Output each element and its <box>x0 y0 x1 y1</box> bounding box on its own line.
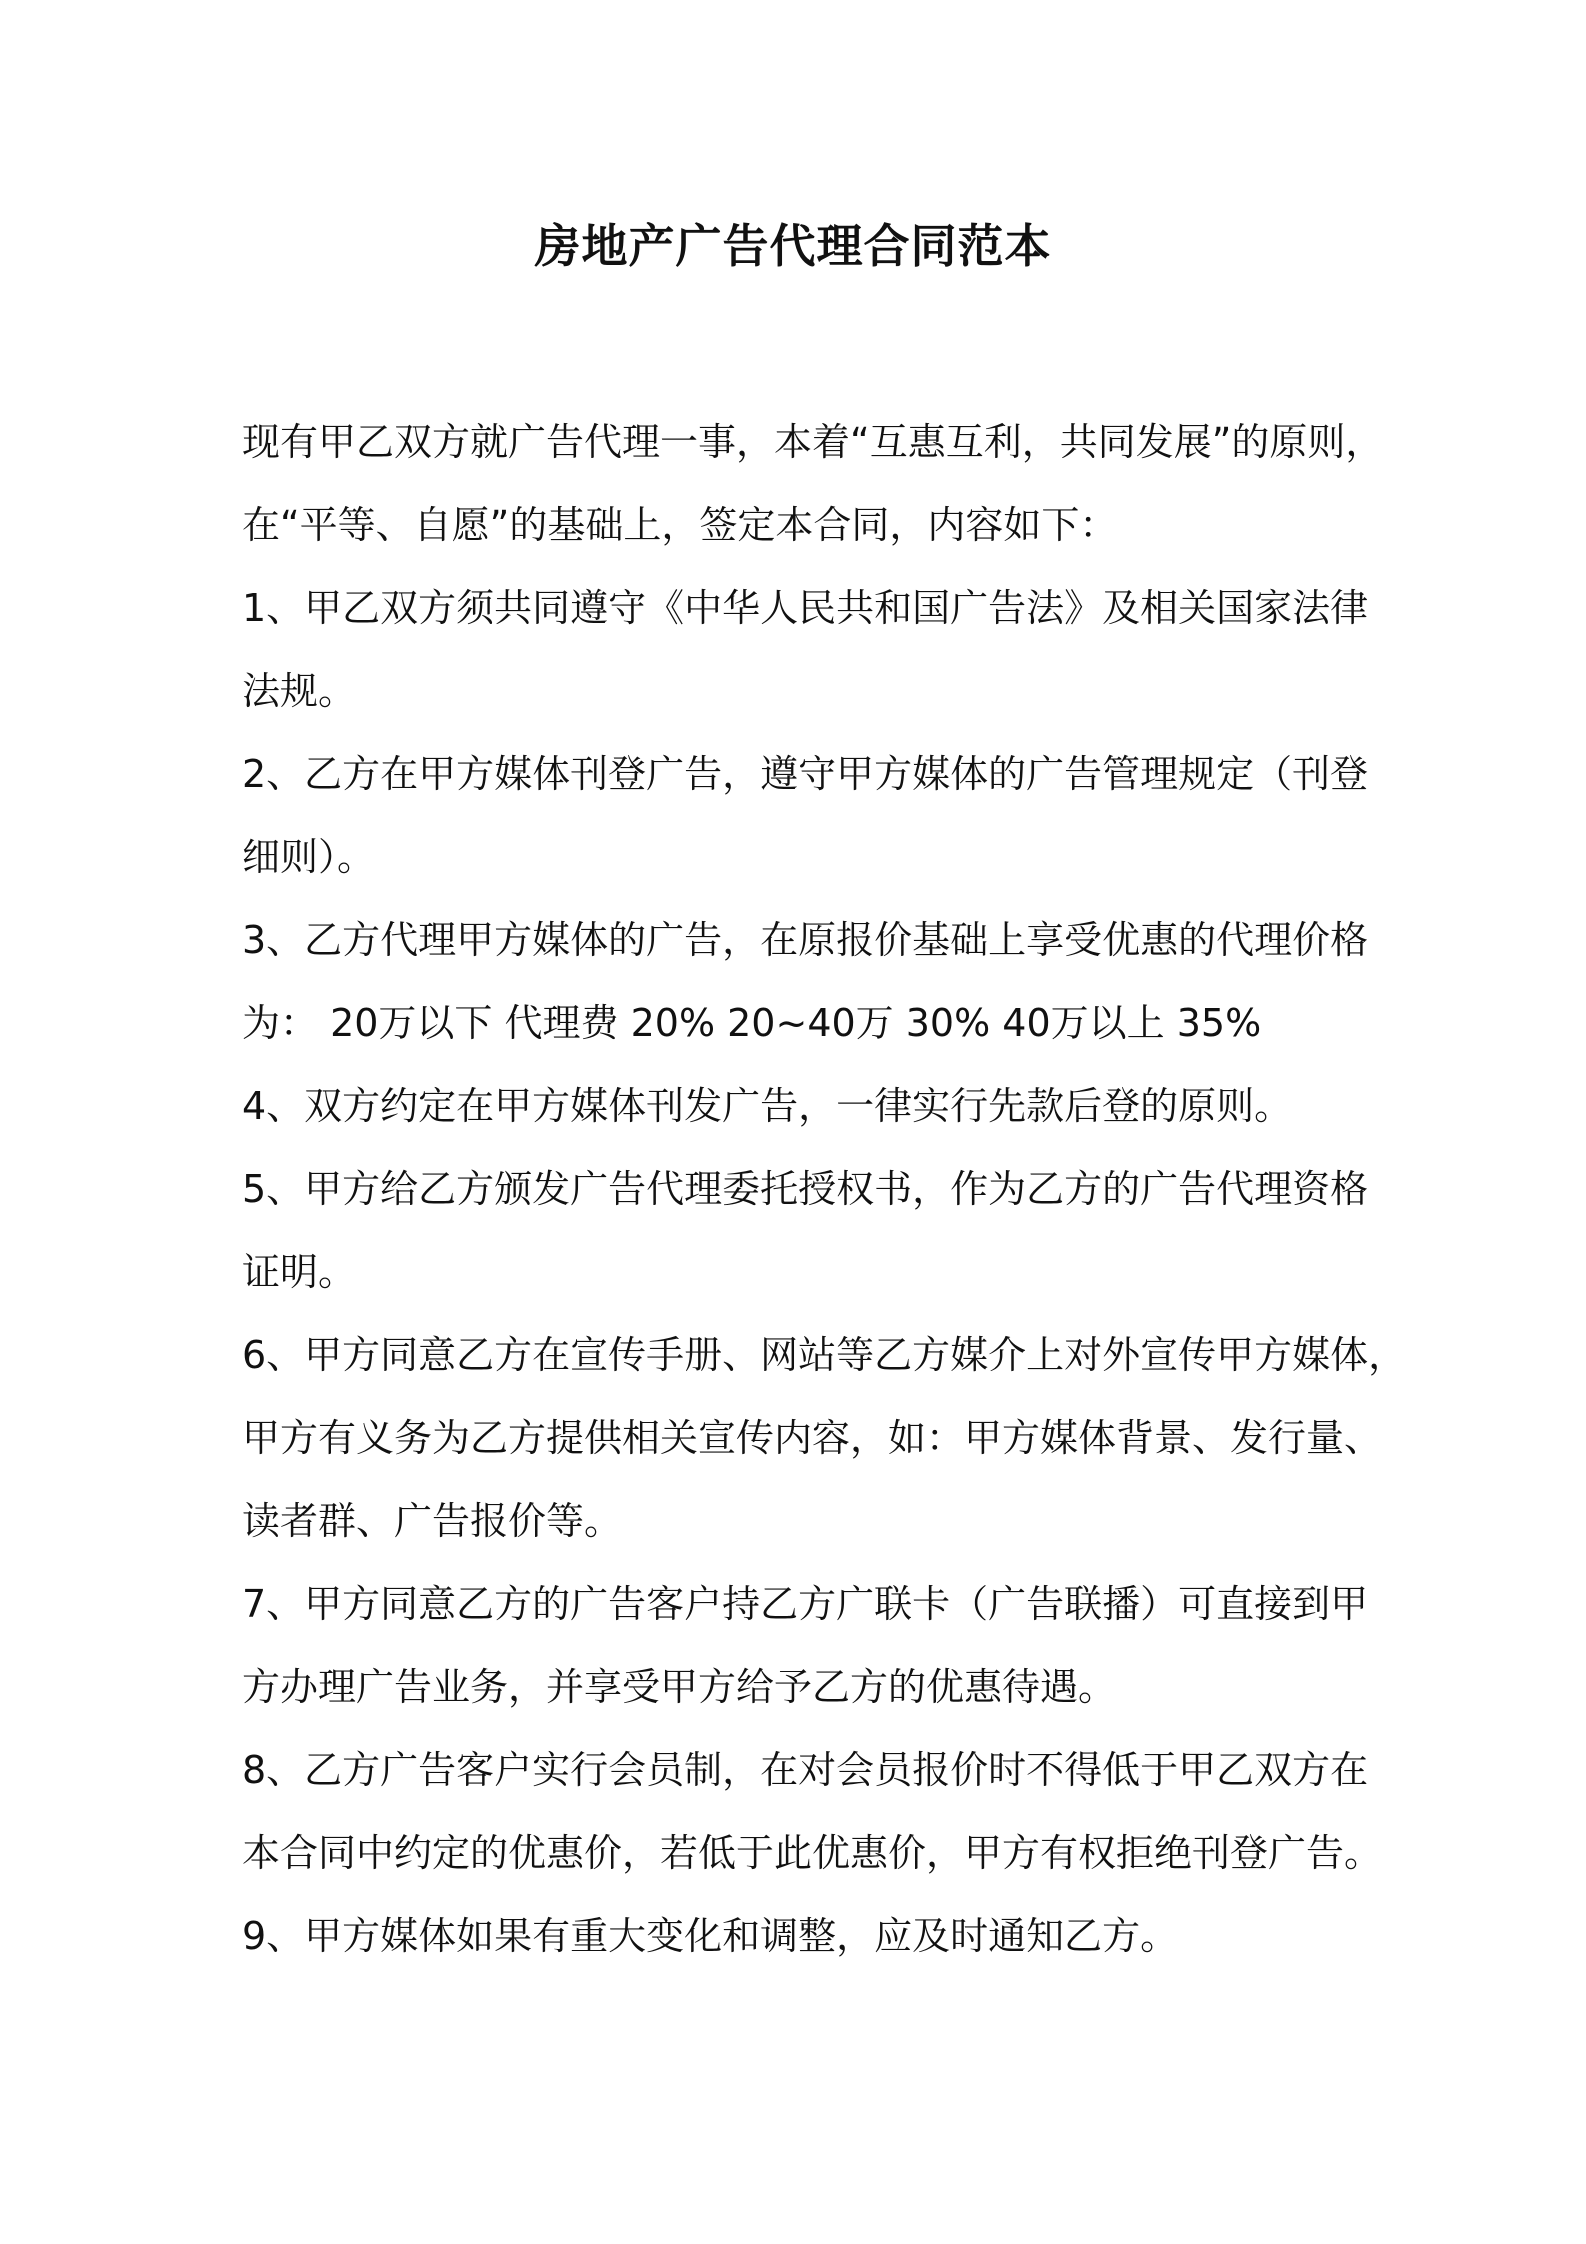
clause-6-line-2: 甲方有义务为乙方提供相关宣传内容，如：甲方媒体背景、发行量、 <box>242 1416 1383 1460</box>
document-title: 房地产广告代理合同范本 <box>534 219 1052 273</box>
clause-8-line-2: 本合同中约定的优惠价，若低于此优惠价，甲方有权拒绝刊登广告。 <box>242 1831 1383 1875</box>
clause-3-line-2: 为： 20万以下 代理费 20% 20~40万 30% 40万以上 35% <box>242 1001 1262 1045</box>
clause-9-line-1: 9、甲方媒体如果有重大变化和调整，应及时通知乙方。 <box>242 1914 1179 1958</box>
clause-5-line-1: 5、甲方给乙方颁发广告代理委托授权书，作为乙方的广告代理资格 <box>242 1167 1369 1211</box>
clause-8-line-1: 8、乙方广告客户实行会员制，在对会员报价时不得低于甲乙双方在 <box>242 1748 1369 1792</box>
clause-2-line-2: 细则）。 <box>242 835 376 879</box>
document-body <box>242 401 1407 1978</box>
clause-6-line-3: 读者群、广告报价等。 <box>242 1499 623 1543</box>
clause-4-line-1: 4、双方约定在甲方媒体刊发广告，一律实行先款后登的原则。 <box>242 1084 1293 1128</box>
clause-1-line-1: 1、甲乙双方须共同遵守《中华人民共和国广告法》及相关国家法律 <box>242 586 1369 630</box>
clause-1-line-2: 法规。 <box>242 669 357 713</box>
clause-7-line-2: 方办理广告业务，并享受甲方给予乙方的优惠待遇。 <box>242 1665 1117 1709</box>
clause-7-line-1: 7、甲方同意乙方的广告客户持乙方广联卡（广告联播）可直接到甲 <box>242 1582 1369 1626</box>
clause-5-line-2: 证明。 <box>242 1250 357 1294</box>
clause-6-line-1: 6、甲方同意乙方在宣传手册、网站等乙方媒介上对外宣传甲方媒体， <box>242 1333 1407 1377</box>
clause-2-line-1: 2、乙方在甲方媒体刊登广告，遵守甲方媒体的广告管理规定（刊登 <box>242 752 1369 796</box>
body-line-intro-2: 在“平等、自愿”的基础上，签定本合同，内容如下： <box>242 503 1118 547</box>
clause-3-line-1: 3、乙方代理甲方媒体的广告，在原报价基础上享受优惠的代理价格 <box>242 918 1369 962</box>
body-line-intro-1: 现有甲乙双方就广告代理一事，本着“互惠互利，共同发展”的原则， <box>242 420 1384 464</box>
